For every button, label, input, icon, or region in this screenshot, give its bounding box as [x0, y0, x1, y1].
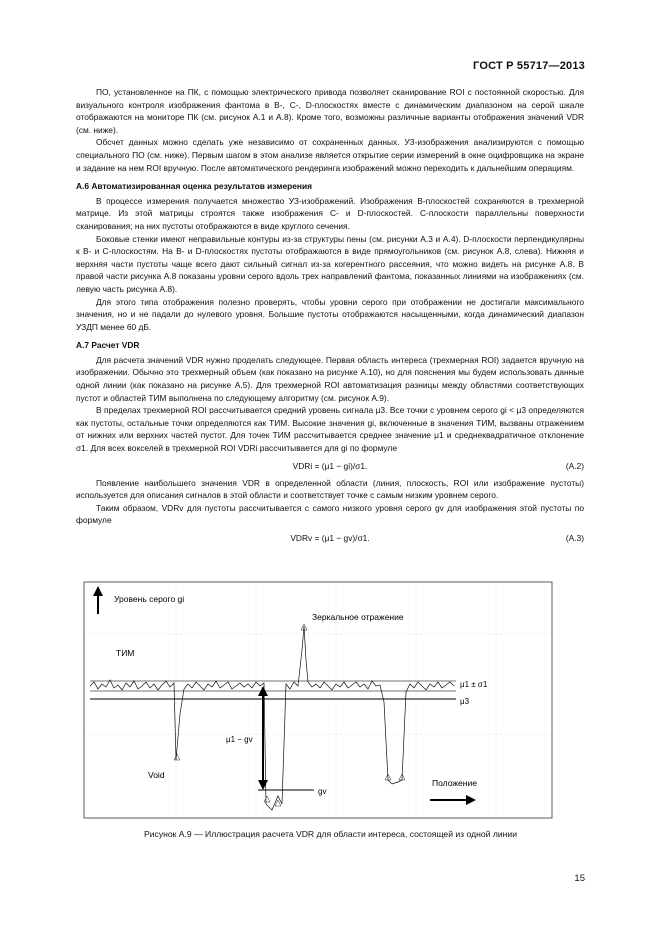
section-heading: А.7 Расчет VDR	[76, 340, 140, 351]
paragraph: Боковые стенки имеют неправильные контуры из-за структуры пены (см. рисунки А.3 и А.4). D-плоскости перпендикулярны к B- и C-плоскостям. На B- и D-плоскостях пустоты отображаются в виде прямоугольников (см. рисунок А.8, слева). Нижняя и верхняя части пустоты чаще всего дают сильный сигнал из-за когерентного рассеяния, что можно видеть на рисунке А.8. В правой части рисунка А.8 показаны уровни серого вдоль трех направлений фантома, показанных линиями на изображениях (см. левую часть рисунка А.8).	[76, 233, 584, 294]
paragraph: Появление наибольшего значения VDR в определенной области (линия, плоскость, ROI или изображение пустоты) используется для описания сигналов в этой области и соответствует точке с самым низким уровнем серого.	[76, 477, 584, 501]
equation-formula: VDRi = (μ1 − gi)/σ1.	[292, 460, 368, 471]
paragraph: Для расчета значений VDR нужно проделать следующее. Первая область интереса (трехмерная ROI) задается вручную на изображении. Обычно это трехмерный объем (как показано на рисунке А.10), но для пояснения мы будем использовать данные одной линии (как показано на рисунке А.5). Для трехмерной ROI автоматизация разницы между областями соответствующих пустот и областей ТИМ выполнена по следующему алгоритму (см. рисунок А.9).	[76, 354, 584, 403]
document-body	[76, 86, 584, 549]
y-axis-label: Уровень серого gi	[114, 594, 185, 604]
x-axis-arrowhead	[466, 795, 476, 805]
mu1-sigma-label: μ1 ± σ1	[460, 680, 488, 689]
gray-level-signal	[90, 626, 454, 810]
difference-arrowhead-bottom	[258, 780, 268, 790]
mu3-label: μ3	[460, 697, 470, 706]
page-number: 15	[574, 873, 585, 884]
diff-label: μ1 − gv	[226, 735, 253, 744]
sample-markers	[174, 624, 405, 806]
paragraph: ПО, установленное на ПК, с помощью электрического привода позволяет сканирование ROI с постоянной скоростью. Для визуального контроля изображения фантома в B-, C-, D-плоскостях вместе с динамическим диапазоном на серой шкале отображаются на мониторе ПК (см. рисунок А.1 и А.8). Кроме того, возможны различные варианты отображения значений VDR (см. ниже).	[76, 87, 584, 135]
vdr-diagram	[76, 574, 584, 824]
equation-a3	[76, 527, 584, 549]
tim-label: ТИМ	[116, 648, 135, 658]
paragraph: Для этого типа отображения полезно проверять, чтобы уровни серого при отображении не достигали максимального значения, но и не падали до нулевого уровня. Большие пустоты отображаются насыщенными, когда динамический диапазон УЗДП менее 60 дБ.	[76, 296, 584, 332]
paragraph: Обсчет данных можно сделать уже независимо от сохраненных данных. УЗ-изображения анализируются с помощью специального ПО (см. ниже). Первым шагом в этом анализе является открытие серии измерений в окне оцифровщика на экране и задание на нем ROI вручную. После автоматического рендеринга изображений можно переходить к дальнейшим операциям.	[76, 137, 584, 173]
y-axis-arrowhead	[93, 586, 103, 596]
void-label: Void	[148, 770, 165, 780]
figure-caption: Рисунок А.9 — Иллюстрация расчета VDR для области интереса, состоящей из одной линии	[143, 829, 517, 839]
paragraph: В пределах трехмерной ROI рассчитывается средний уровень сигнала μ3. Все точки с уровнем серого gi < μ3 определяются как пустоты, остальные точки определяются как ТИМ. Высокие значения gi, включенные в значения ТИМ, вызваны отражением от нижних или верхних частей пустот. Для точек ТИМ рассчитывается среднее значение μ1 и среднеквадратичное отклонение σ1. Для всех вокселей в трехмерной ROI VDRi рассчитывается для gi по формуле	[76, 405, 584, 454]
equation-number: (А.2)	[565, 460, 584, 471]
figure-a9	[76, 574, 584, 824]
standard-header: ГОСТ Р 55717—2013	[473, 60, 585, 72]
equation-a2	[76, 455, 584, 477]
section-heading: А.6 Автоматизированная оценка результатов измерения	[76, 181, 312, 192]
x-axis-label: Положение	[432, 778, 477, 788]
equation-formula: VDRv = (μ1 − gv)/σ1.	[290, 533, 370, 543]
reflection-label: Зеркальное отражение	[312, 612, 404, 622]
paragraph: Таким образом, VDRv для пустоты рассчитывается с самого низкого уровня серого gv для изображения этой пустоты по формуле	[76, 502, 584, 526]
gv-label: gv	[318, 787, 327, 796]
equation-number: (А.3)	[565, 533, 584, 543]
paragraph: В процессе измерения получается множество УЗ-изображений. Изображения B-плоскостей сохраняются в трехмерной матрице. Из этой матрицы строятся также изображения C- и D-плоскостей. C-плоскости параллельны поверхности сканирования; на них пустоты отображаются в виде круглого сечения.	[76, 195, 584, 231]
